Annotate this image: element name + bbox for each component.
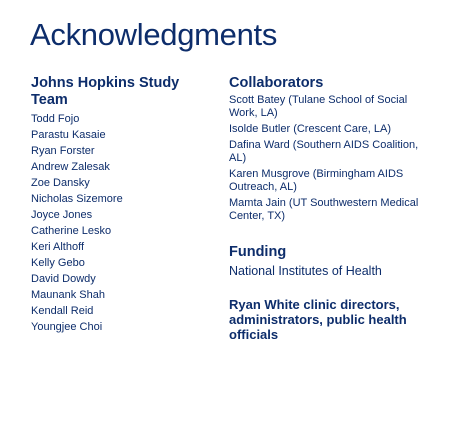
clinic-acknowledgment-heading: Ryan White clinic directors, administrators, public health officials — [229, 297, 407, 342]
team-member: Zoe Dansky — [31, 177, 90, 189]
collaborators-heading: Collaborators — [229, 75, 324, 91]
team-member: Joyce Jones — [31, 209, 93, 221]
team-member: Nicholas Sizemore — [31, 193, 123, 205]
collaborators-list — [229, 94, 429, 223]
team-member: Youngjee Choi — [31, 321, 103, 333]
collaborators-column — [229, 75, 429, 342]
collaborator: Dafina Ward (Southern AIDS Coalition, AL) — [229, 139, 419, 164]
team-member: Keri Althoff — [31, 241, 84, 253]
team-member: Kelly Gebo — [31, 257, 85, 269]
team-member: Todd Fojo — [31, 113, 80, 125]
section-spacer — [229, 226, 429, 244]
study-team-column — [31, 75, 211, 335]
team-member: Kendall Reid — [31, 305, 94, 317]
team-member: Parastu Kasaie — [31, 129, 106, 141]
team-member: Catherine Lesko — [31, 225, 112, 237]
team-member: David Dowdy — [31, 273, 96, 285]
team-member: Maunank Shah — [31, 289, 105, 301]
collaborator: Karen Musgrove (Birmingham AIDS Outreach, AL) — [229, 168, 404, 193]
team-member: Andrew Zalesak — [31, 161, 110, 173]
funding-heading: Funding — [229, 244, 287, 260]
funding-source: National Institutes of Health — [229, 264, 382, 278]
team-member: Ryan Forster — [31, 145, 95, 157]
collaborator: Scott Batey (Tulane School of Social Work, LA) — [229, 94, 408, 119]
collaborator: Mamta Jain (UT Southwestern Medical Center, TX) — [229, 197, 419, 222]
page-title: Acknowledgments — [30, 17, 278, 52]
study-team-list — [31, 111, 211, 335]
collaborator: Isolde Butler (Crescent Care, LA) — [229, 123, 392, 135]
study-team-heading: Johns Hopkins Study Team — [31, 75, 180, 108]
